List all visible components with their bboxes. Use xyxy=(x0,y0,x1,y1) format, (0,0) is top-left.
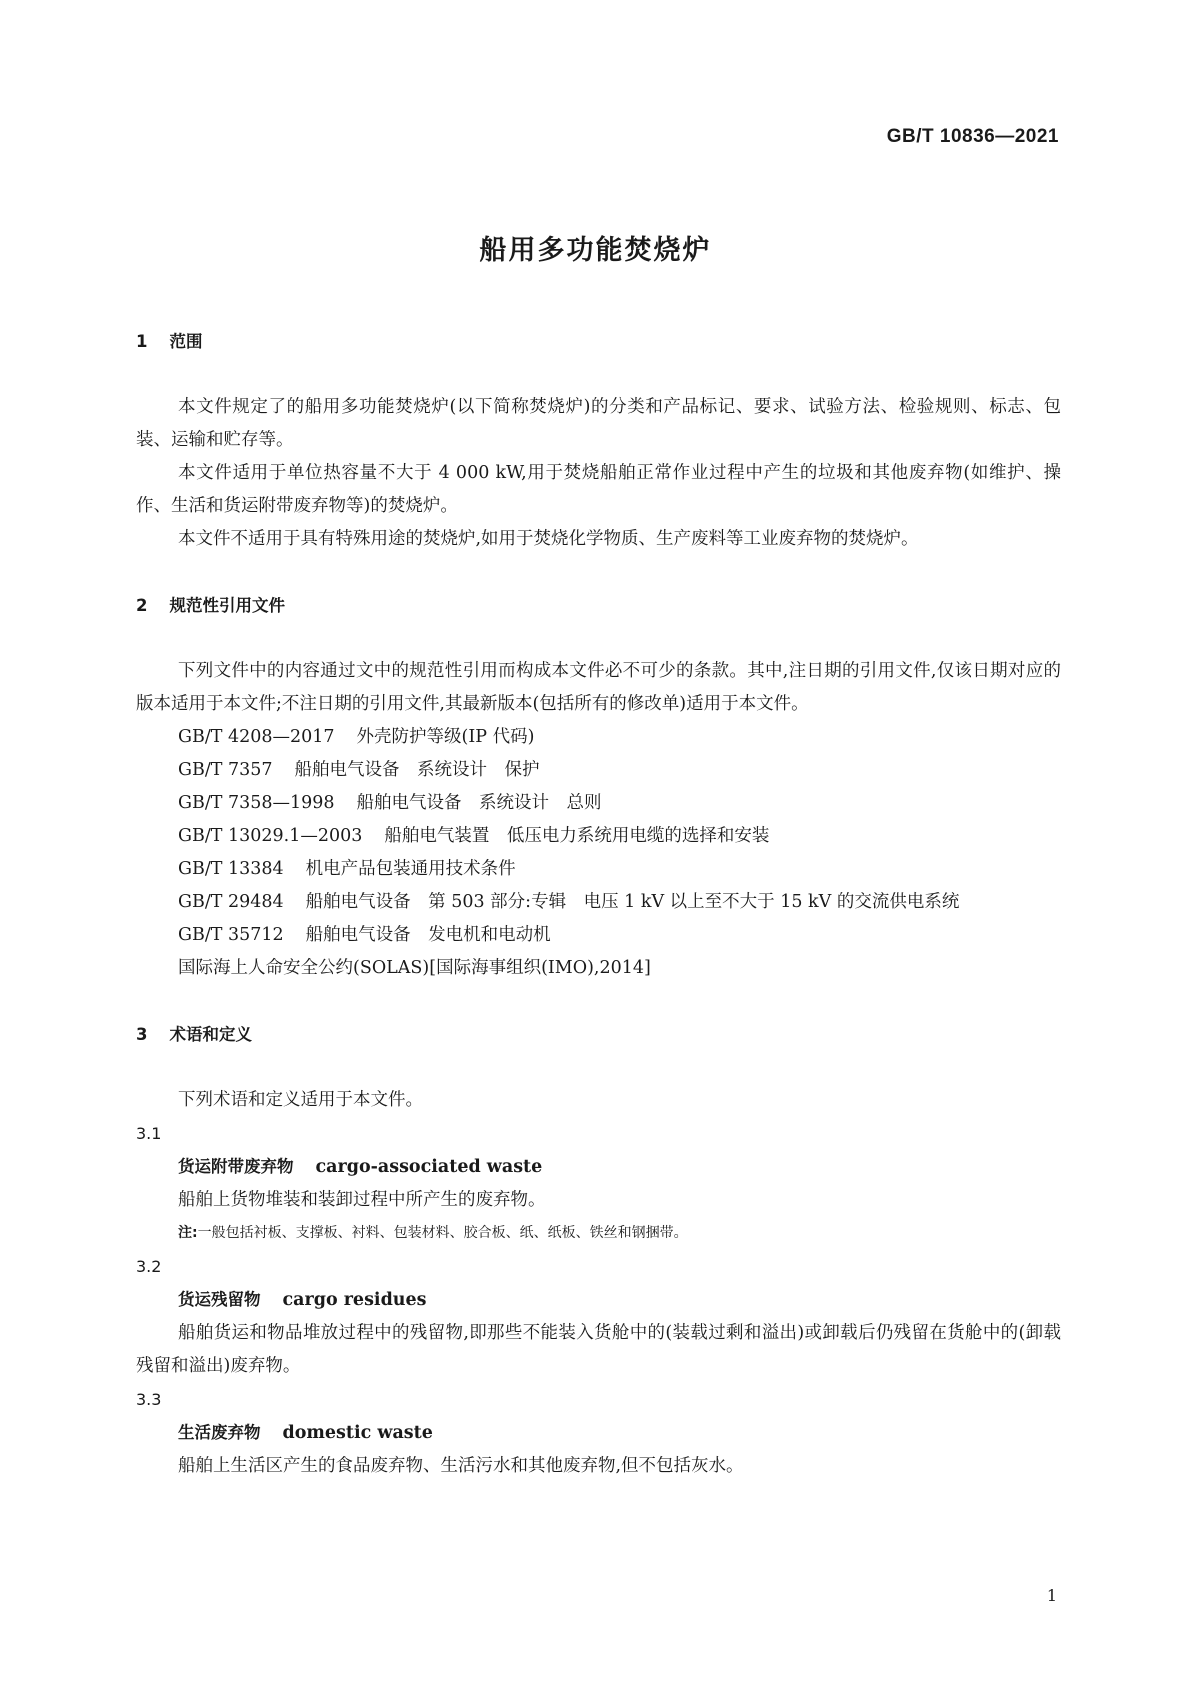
term-english: domestic waste xyxy=(282,1423,433,1443)
note-label: 注: xyxy=(178,1225,198,1241)
section-heading-terms xyxy=(136,1018,1061,1051)
reference-code: GB/T 7358—1998 xyxy=(178,793,335,813)
reference-code: GB/T 13029.1—2003 xyxy=(178,826,363,846)
reference-item xyxy=(136,721,1061,754)
reference-code: GB/T 13384 xyxy=(178,859,284,879)
section-heading-normative-references xyxy=(136,589,1061,622)
reference-title: 机电产品包装通用技术条件 xyxy=(305,859,516,879)
reference-code: GB/T 7357 xyxy=(178,760,273,780)
term-heading xyxy=(136,1150,1061,1184)
paragraph: 下列文件中的内容通过文中的规范性引用而构成本文件必不可少的条款。其中,注日期的引用文件,仅该日期对应的版本适用于本文件;不注日期的引用文件,其最新版本(包括所有的修改单)适用于本文件。 xyxy=(136,661,1061,714)
term-number: 3.1 xyxy=(136,1124,162,1143)
term-chinese: 货运附带废弃物 xyxy=(178,1157,294,1176)
reference-code: GB/T 29484 xyxy=(178,892,284,912)
term-note xyxy=(136,1217,1061,1250)
section-title: 范围 xyxy=(169,332,203,351)
term-english: cargo residues xyxy=(282,1290,427,1310)
document-title: 船用多功能焚烧炉 xyxy=(479,235,712,266)
reference-item xyxy=(136,853,1061,886)
reference-title: 船舶电气装置 低压电力系统用电缆的选择和安装 xyxy=(384,826,770,846)
term-definition: 船舶上生活区产生的食品废弃物、生活污水和其他废弃物,但不包括灰水。 xyxy=(178,1456,744,1476)
section-number: 2 xyxy=(136,596,148,615)
reference-item xyxy=(136,919,1061,952)
document-body xyxy=(136,325,1061,1483)
section-title: 术语和定义 xyxy=(169,1025,252,1044)
section-title: 规范性引用文件 xyxy=(169,596,285,615)
page-number: 1 xyxy=(1046,1586,1057,1605)
reference-item xyxy=(136,754,1061,787)
section-number: 3 xyxy=(136,1025,148,1044)
reference-item xyxy=(136,820,1061,853)
term-heading xyxy=(136,1283,1061,1317)
reference-title: 船舶电气设备 系统设计 总则 xyxy=(356,793,602,813)
paragraph: 本文件规定了的船用多功能焚烧炉(以下简称焚烧炉)的分类和产品标记、要求、试验方法、检验规则、标志、包装、运输和贮存等。 xyxy=(136,397,1061,450)
reference-item xyxy=(136,886,1061,919)
reference-title: 船舶电气设备 第 503 部分:专辑 电压 1 kV 以上至不大于 15 kV 的交流供电系统 xyxy=(305,892,960,912)
reference-title: 船舶电气设备 发电机和电动机 xyxy=(305,925,551,945)
section-heading-scope xyxy=(136,325,1061,358)
reference-code: GB/T 4208—2017 xyxy=(178,727,335,747)
term-number: 3.3 xyxy=(136,1390,162,1409)
term-number: 3.2 xyxy=(136,1257,162,1276)
paragraph: 下列术语和定义适用于本文件。 xyxy=(178,1090,423,1110)
reference-item-solas: 国际海上人命安全公约(SOLAS)[国际海事组织(IMO),2014] xyxy=(178,958,651,978)
note-text: 一般包括衬板、支撑板、衬料、包装材料、胶合板、纸、纸板、铁丝和钢捆带。 xyxy=(197,1225,688,1241)
reference-item xyxy=(136,787,1061,820)
term-definition: 船舶货运和物品堆放过程中的残留物,即那些不能装入货舱中的(装载过剩和溢出)或卸载后仍残留在货舱中的(卸载残留和溢出)废弃物。 xyxy=(136,1323,1061,1376)
standard-code: GB/T 10836—2021 xyxy=(886,126,1059,147)
term-chinese: 货运残留物 xyxy=(178,1290,261,1309)
reference-title: 外壳防护等级(IP 代码) xyxy=(356,727,535,747)
term-chinese: 生活废弃物 xyxy=(178,1423,261,1442)
reference-code: GB/T 35712 xyxy=(178,925,284,945)
paragraph: 本文件适用于单位热容量不大于 4 000 kW,用于焚烧船舶正常作业过程中产生的垃圾和其他废弃物(如维护、操作、生活和货运附带废弃物等)的焚烧炉。 xyxy=(136,463,1061,516)
reference-title: 船舶电气设备 系统设计 保护 xyxy=(294,760,540,780)
section-number: 1 xyxy=(136,332,148,351)
term-english: cargo-associated waste xyxy=(315,1157,543,1177)
paragraph: 本文件不适用于具有特殊用途的焚烧炉,如用于焚烧化学物质、生产废料等工业废弃物的焚烧炉。 xyxy=(178,529,919,549)
term-heading xyxy=(136,1416,1061,1450)
term-definition: 船舶上货物堆装和装卸过程中所产生的废弃物。 xyxy=(178,1190,546,1210)
